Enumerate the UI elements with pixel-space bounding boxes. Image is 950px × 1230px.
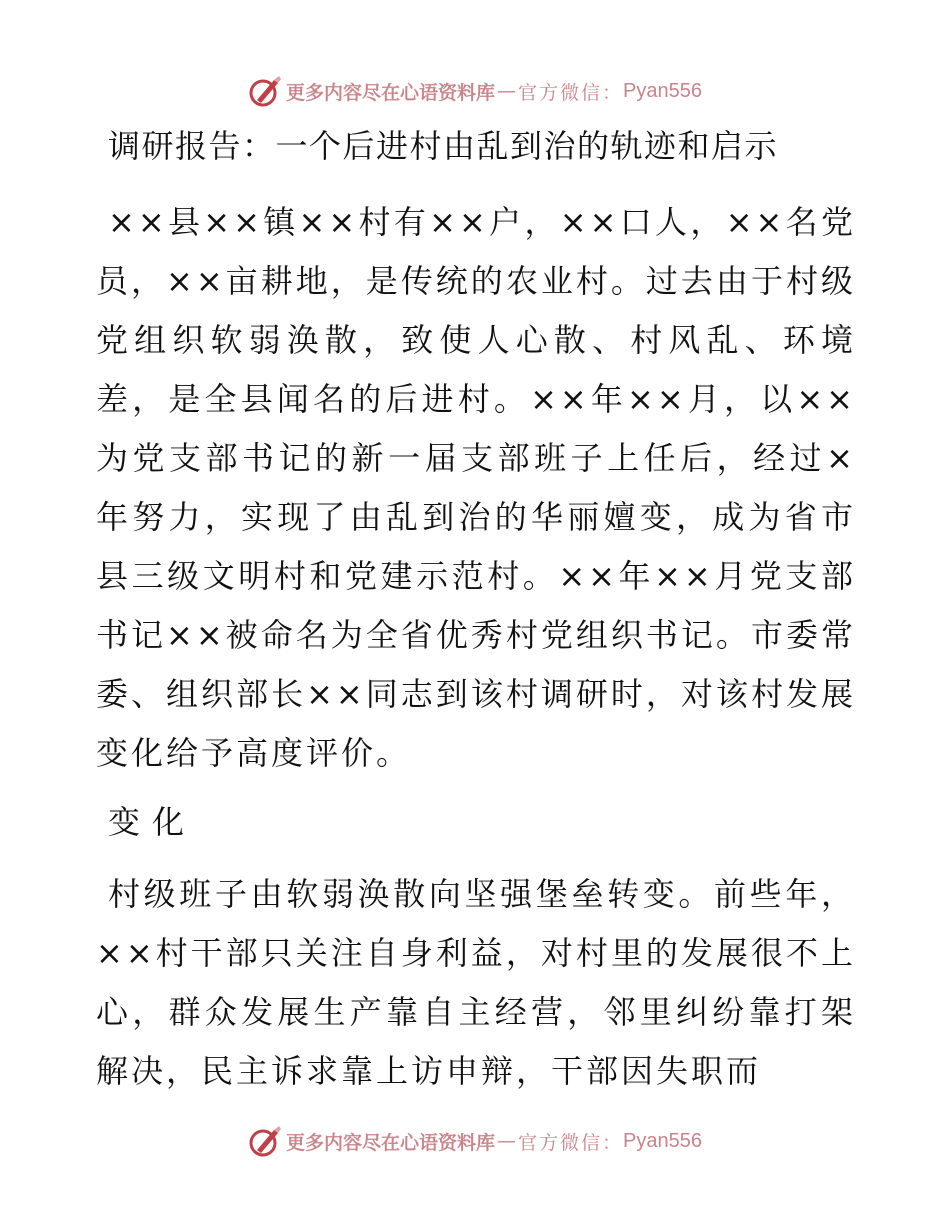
watermark-brand: 更多内容尽在心语资料库 [286, 81, 496, 104]
document-title: 调研报告：一个后进村由乱到治的轨迹和启示 [108, 127, 779, 165]
pen-logo-icon [248, 74, 282, 108]
header-watermark [0, 71, 950, 111]
watermark-brand: 更多内容尽在心语资料库 [286, 1131, 496, 1154]
watermark-dash: — [497, 80, 517, 102]
watermark-label: 官方微信： [518, 1131, 624, 1154]
watermark-label: 官方微信： [518, 81, 624, 104]
section-heading: 变化 [108, 803, 197, 841]
footer-watermark [0, 1121, 950, 1161]
watermark-wechat-id: Pyan556 [623, 79, 702, 102]
pen-logo-icon [248, 1124, 282, 1158]
paragraph-intro: ××县××镇××村有××户，××口人，××名党员，××亩耕地，是传统的农业村。过去由于村级党组织软弱涣散，致使人心散、村风乱、环境差，是全县闻名的后进村。××年××月，以××为党支部书记的新一届支部班子上任后，经过×年努力，实现了由乱到治的华丽嬗变，成为省市县三级文明村和党建示范村。××年××月党支部书记××被命名为全省优秀村党组织书记。市委常委、组织部长××同志到该村调研时，对该村发展变化给予高度评价。 [96, 203, 856, 772]
watermark-dash: — [497, 1130, 517, 1152]
watermark-wechat-id: Pyan556 [623, 1129, 702, 1152]
paragraph-change: 村级班子由软弱涣散向坚强堡垒转变。前些年，××村干部只关注自身利益，对村里的发展很不上心，群众发展生产靠自主经营，邻里纠纷靠打架解决，民主诉求靠上访申辩，干部因失职而 [96, 875, 856, 1090]
